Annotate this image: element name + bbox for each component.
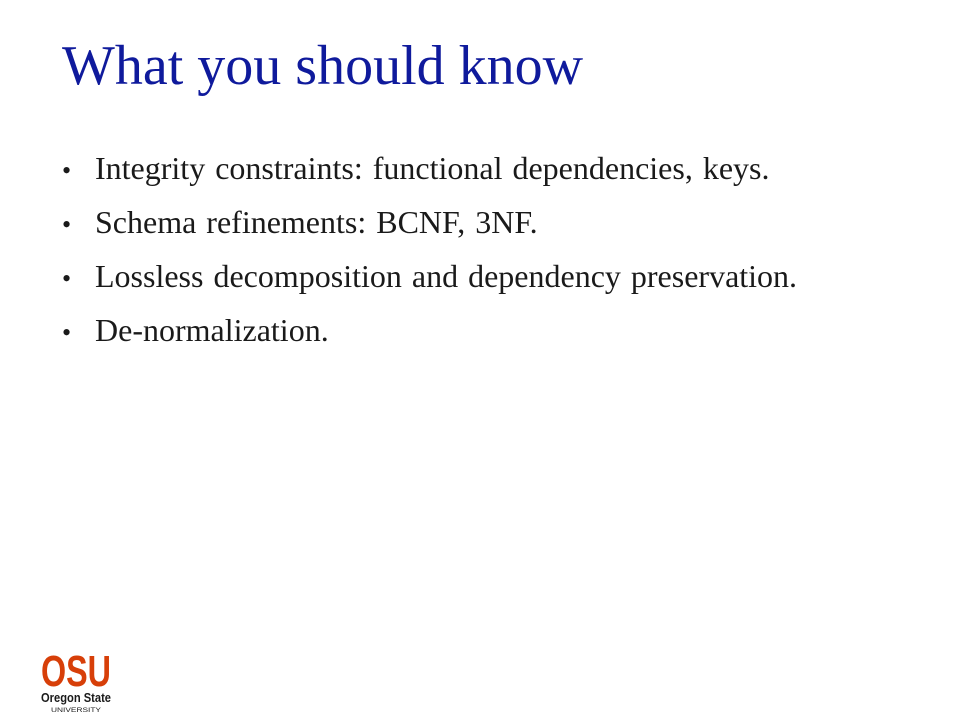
bullet-item — [62, 150, 797, 204]
bullet-list — [62, 150, 797, 366]
bullet-text: Integrity constraints: functional dependencies, keys. — [95, 150, 770, 186]
osu-logo-line1: Oregon State — [41, 690, 111, 705]
bullet-marker: • — [62, 264, 72, 293]
osu-logo-wordmark: OSU — [41, 647, 111, 696]
bullet-text: De-normalization. — [95, 312, 329, 348]
bullet-item — [62, 258, 797, 312]
osu-logo-line2: UNIVERSITY — [51, 708, 101, 714]
bullet-item — [62, 204, 797, 258]
bullet-text: Schema refinements: BCNF, 3NF. — [95, 204, 538, 240]
slide-title: What you should know — [62, 35, 584, 97]
bullet-marker: • — [62, 156, 72, 185]
bullet-marker: • — [62, 210, 72, 239]
osu-logo — [36, 646, 116, 716]
bullet-marker: • — [62, 318, 72, 347]
bullet-item — [62, 312, 797, 366]
bullet-text: Lossless decomposition and dependency preservation. — [95, 258, 798, 294]
